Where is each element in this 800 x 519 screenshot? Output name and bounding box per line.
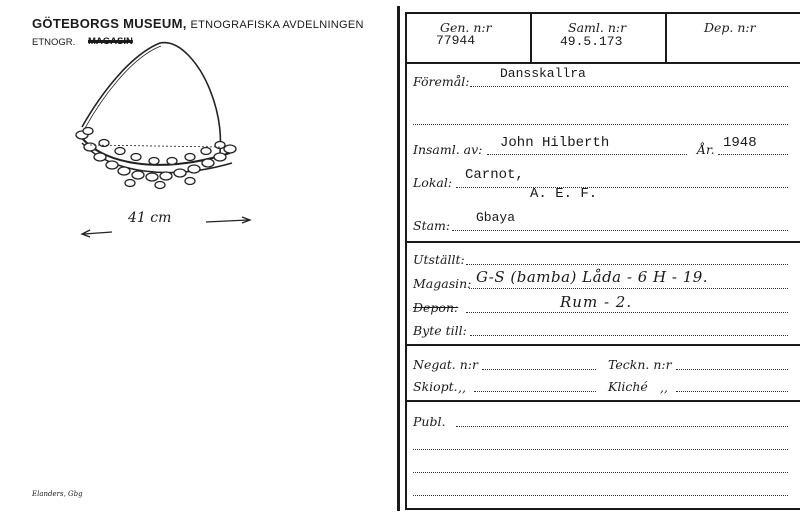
kliche-line (676, 391, 788, 392)
teckn-line (676, 369, 788, 370)
lokal-line (456, 187, 788, 188)
ar-line (718, 154, 788, 155)
insaml-line (487, 154, 687, 155)
lokal-label: Lokal: (413, 175, 453, 190)
header-bottom-line (405, 62, 800, 64)
depon-value: Rum - 2. (560, 293, 633, 311)
ar-label: År. (697, 142, 715, 157)
depon-line (466, 312, 788, 313)
skiopt-line (474, 391, 596, 392)
teckn-label: Teckn. n:r (608, 357, 672, 372)
header-divider-2 (665, 12, 667, 62)
card-border-left (397, 6, 400, 511)
publ-label: Publ. (413, 414, 446, 429)
stam-value: Gbaya (476, 210, 516, 225)
skiopt-label: Skiopt. (413, 379, 458, 394)
struck-stamp: MAGASIN (88, 36, 133, 47)
publ-line-3 (413, 472, 788, 473)
card-top-line (405, 12, 800, 14)
depon-label: Depon: (413, 300, 459, 315)
stam-label: Stam: (413, 218, 451, 233)
saml-label: Saml. n:r (568, 20, 627, 35)
publ-line-1 (456, 426, 788, 427)
gen-label: Gen. n:r (440, 20, 492, 35)
foremal-line (470, 86, 788, 87)
byte-line (470, 335, 788, 336)
department-name: ETNOGRAFISKA AVDELNINGEN (190, 19, 364, 31)
skiopt-ditto: ,, (458, 380, 466, 395)
negat-label: Negat. n:r (413, 357, 478, 372)
header-divider-1 (530, 12, 532, 62)
magasin-value: G-S (bamba) Låda - 6 H - 19. (476, 268, 709, 286)
magasin-label: Magasin: (413, 276, 472, 291)
divider-2 (405, 344, 800, 346)
insaml-value: John Hilberth (500, 135, 610, 151)
utstallt-label: Utställt: (413, 252, 465, 267)
lokal-value: Carnot, (465, 167, 524, 183)
card-bottom-line (405, 508, 800, 510)
gen-value: 77944 (436, 33, 476, 48)
utstallt-line (466, 264, 788, 265)
magasin-line (469, 288, 788, 289)
kliche-label: Kliché (608, 379, 648, 394)
byte-label: Byte till: (413, 323, 467, 338)
saml-value: 49.5.173 (560, 34, 623, 49)
foremal-value: Dansskallra (500, 66, 586, 81)
dimension-note: 41 cm (128, 210, 172, 226)
foremal-label: Föremål: (413, 74, 470, 89)
divider-3 (405, 400, 800, 402)
rattle-drawing (60, 35, 250, 205)
printer-mark: Elanders, Gbg (32, 490, 83, 498)
negat-line (482, 369, 596, 370)
museum-name: GÖTEBORGS MUSEUM, (32, 16, 187, 31)
ar-value: 1948 (723, 135, 757, 151)
lokal-value-2: A. E. F. (530, 186, 598, 202)
divider-1 (405, 241, 800, 243)
dept-short: ETNOGR. (32, 37, 76, 48)
insaml-label: Insaml. av: (413, 142, 483, 157)
foremal-line-2 (413, 124, 788, 125)
museum-header (32, 16, 364, 31)
stam-line (452, 230, 788, 231)
card-inner-left (405, 12, 407, 509)
publ-line-4 (413, 495, 788, 496)
publ-line-2 (413, 449, 788, 450)
kliche-ditto: ,, (660, 380, 668, 395)
dep-label: Dep. n:r (704, 20, 756, 35)
